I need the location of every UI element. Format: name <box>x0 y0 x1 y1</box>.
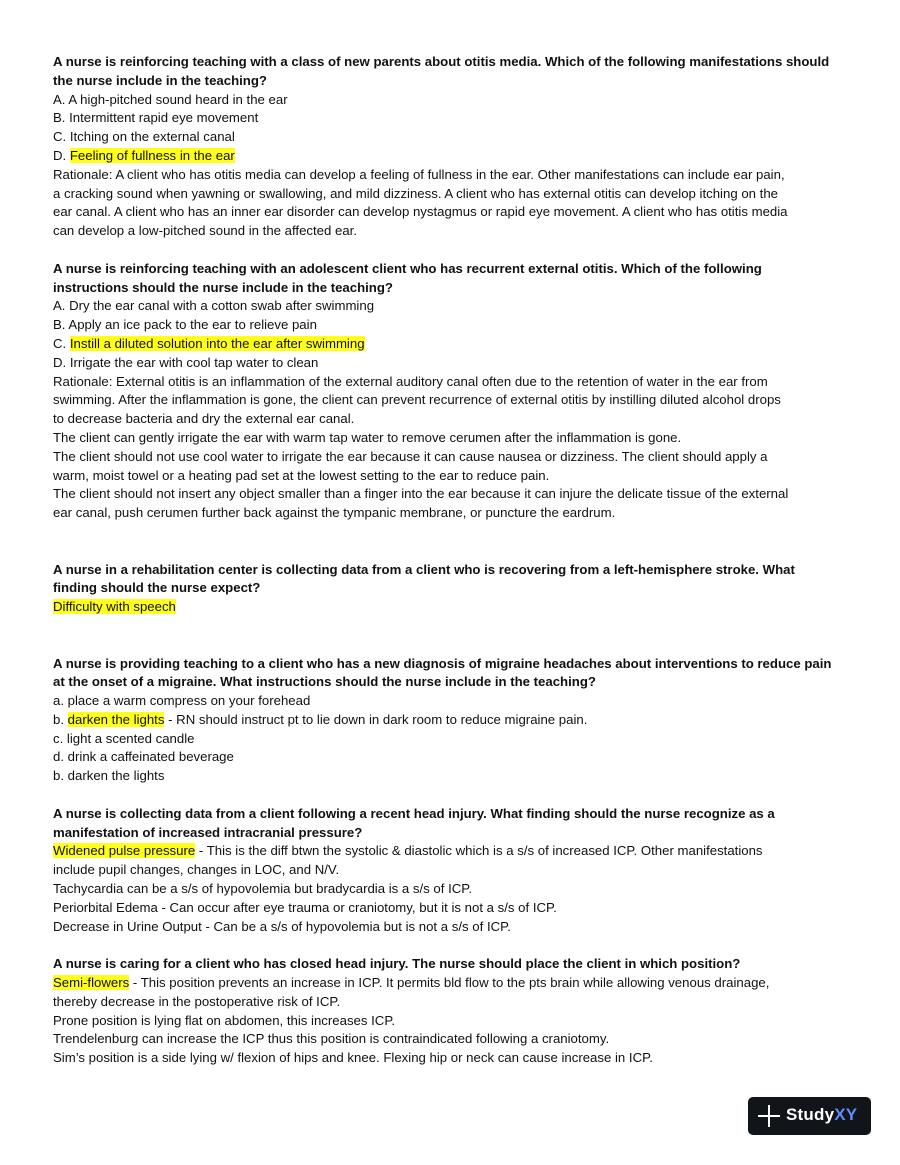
question-2-line-1: A nurse is reinforcing teaching with an adolescent client who has recurrent external otitis. Which of the following <box>53 260 762 276</box>
q6-note-line-2: Prone position is lying flat on abdomen, this increases ICP. <box>53 1012 396 1028</box>
question-6-line-1: A nurse is caring for a client who has closed head injury. The nurse should place the client in which position? <box>53 956 741 972</box>
q1-rationale-line-3: ear canal. A client who has an inner ear disorder can develop nystagmus or rapid eye movement. A client who has otitis media <box>53 204 788 220</box>
q2-rationale-line-3: to decrease bacteria and dry the external ear canal. <box>53 411 355 427</box>
q2-rationale-line-2: swimming. After the inflammation is gone, the client can prevent recurrence of external otitis by instilling diluted alcohol drops <box>53 392 781 408</box>
q6-note-line-3: Trendelenburg can increase the ICP thus this position is contraindicated following a craniotomy. <box>53 1031 610 1047</box>
logo-text <box>786 1105 857 1125</box>
question-3-line-1: A nurse in a rehabilitation center is collecting data from a client who is recovering from a left-hemisphere stroke. What <box>53 561 795 577</box>
q6-note-line-4: Sim’s position is a side lying w/ flexion of hips and knee. Flexing hip or neck can cause increase in ICP. <box>53 1050 653 1066</box>
q1-rationale-line-4: can develop a low-pitched sound in the affected ear. <box>53 223 358 239</box>
q6-note-line-1: thereby decrease in the postoperative risk of ICP. <box>53 993 341 1009</box>
q4-answer-highlight: darken the lights <box>67 711 165 727</box>
q2-option-c <box>53 335 853 354</box>
q2-rationale-line-5: The client should not use cool water to irrigate the ear because it can cause nausea or dizziness. The client should apply a <box>53 448 768 464</box>
q2-rationale-line-1: Rationale: External otitis is an inflammation of the external auditory canal often due to the retention of water in the ear from <box>53 373 768 389</box>
q3-answer-highlight: Difficulty with speech <box>53 599 176 615</box>
question-5-line-1: A nurse is collecting data from a client following a recent head injury. What finding should the nurse recognize as a <box>53 805 775 821</box>
q4-answer-note: - RN should instruct pt to lie down in dark room to reduce migraine pain. <box>164 711 588 727</box>
question-1-line-2: the nurse include in the teaching? <box>53 72 267 88</box>
logo-text-main: Study <box>786 1105 835 1124</box>
q4-option-e: b. darken the lights <box>53 768 165 784</box>
studyxy-logo <box>748 1097 871 1135</box>
q2-option-a: A. Dry the ear canal with a cotton swab after swimming <box>53 298 375 314</box>
plus-icon <box>758 1105 780 1127</box>
q2-rationale-line-7: The client should not insert any object smaller than a finger into the ear because it can injure the delicate tissue of the external <box>53 486 789 502</box>
q5-note-line-3: Periorbital Edema - Can occur after eye trauma or craniotomy, but it is not a s/s of ICP. <box>53 899 557 915</box>
q4-option-b-prefix: b. <box>53 711 68 727</box>
q5-answer-note: - This is the diff btwn the systolic & diastolic which is a s/s of increased ICP. Other manifestations <box>195 843 763 859</box>
q5-answer-highlight: Widened pulse pressure <box>53 843 196 859</box>
q6-answer-highlight: Semi-flowers <box>53 975 130 991</box>
question-4-line-2: at the onset of a migraine. What instructions should the nurse include in the teaching? <box>53 674 596 690</box>
q6-answer-note: - This position prevents an increase in ICP. It permits bld flow to the pts brain while allowing venous drainage, <box>129 975 770 991</box>
q3-answer-line <box>53 598 853 617</box>
q2-answer-highlight: Instill a diluted solution into the ear after swimming <box>69 335 365 351</box>
logo-text-accent: XY <box>834 1105 858 1124</box>
question-3-line-2: finding should the nurse expect? <box>53 580 261 596</box>
q4-option-b <box>53 711 853 730</box>
question-5-line-2: manifestation of increased intracranial pressure? <box>53 824 363 840</box>
q2-rationale-line-4: The client can gently irrigate the ear with warm tap water to remove cerumen after the inflammation is gone. <box>53 429 682 445</box>
q2-option-c-prefix: C. <box>53 335 70 351</box>
question-4-line-1: A nurse is providing teaching to a client who has a new diagnosis of migraine headaches about interventions to reduce pain <box>53 655 832 671</box>
q4-option-d: d. drink a caffeinated beverage <box>53 749 234 765</box>
q1-rationale-line-1: Rationale: A client who has otitis media can develop a feeling of fullness in the ear. Other manifestations can include ear pain, <box>53 166 785 182</box>
question-1-line-1: A nurse is reinforcing teaching with a class of new parents about otitis media. Which of the following manifestations should <box>53 54 830 69</box>
question-2-line-2: instructions should the nurse include in the teaching? <box>53 279 393 295</box>
document-page <box>53 53 853 1068</box>
q2-option-b: B. Apply an ice pack to the ear to relieve pain <box>53 317 317 333</box>
q6-answer-line <box>53 974 853 993</box>
q5-note-line-1: include pupil changes, changes in LOC, and N/V. <box>53 862 340 878</box>
q5-answer-line <box>53 842 853 861</box>
q5-note-line-4: Decrease in Urine Output - Can be a s/s of hypovolemia but is not a s/s of ICP. <box>53 918 511 934</box>
q2-option-d: D. Irrigate the ear with cool tap water to clean <box>53 354 319 370</box>
q1-option-c: C. Itching on the external canal <box>53 129 235 145</box>
q4-option-a: a. place a warm compress on your forehead <box>53 693 311 709</box>
q4-option-c: c. light a scented candle <box>53 730 195 746</box>
q1-option-a: A. A high-pitched sound heard in the ear <box>53 91 288 107</box>
q1-option-d-prefix: D. <box>53 147 70 163</box>
q2-rationale-line-6: warm, moist towel or a heating pad set at the lowest setting to the ear to reduce pain. <box>53 467 550 483</box>
q1-option-d <box>53 147 853 166</box>
q1-rationale-line-2: a cracking sound when yawning or swallowing, and mild dizziness. A client who has external otitis can develop itching on the <box>53 185 778 201</box>
q1-option-b: B. Intermittent rapid eye movement <box>53 110 259 126</box>
q2-rationale-line-8: ear canal, push cerumen further back against the tympanic membrane, or puncture the eardrum. <box>53 505 616 521</box>
q1-answer-highlight: Feeling of fullness in the ear <box>69 147 235 163</box>
q5-note-line-2: Tachycardia can be a s/s of hypovolemia but bradycardia is a s/s of ICP. <box>53 881 473 897</box>
